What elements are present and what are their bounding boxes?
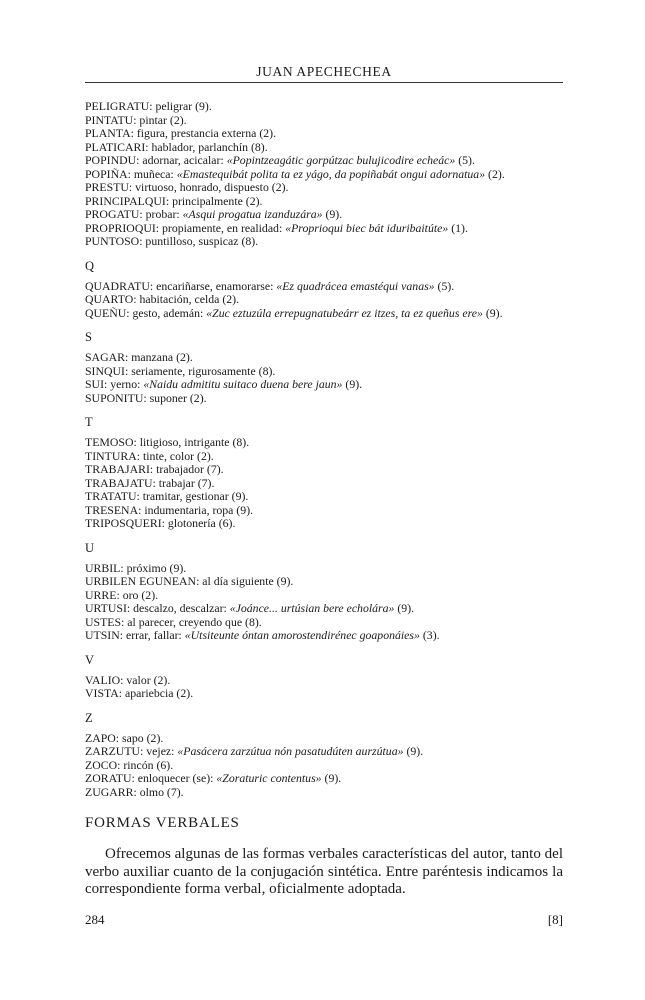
entry-definition: sapo (2). xyxy=(119,730,164,745)
entry-headword: URBIL: xyxy=(85,560,124,575)
entry-reference: (2). xyxy=(485,166,505,181)
entry-example: «Proprioqui biec bát iduribaitúte» xyxy=(285,220,449,235)
entry-headword: TRATATU: xyxy=(85,489,140,503)
entry-definition: al día siguiente (9). xyxy=(199,574,294,588)
entry-headword: PUNTOSO: xyxy=(85,234,143,248)
entry-reference: (9). xyxy=(394,601,415,615)
glossary-entry xyxy=(85,504,570,518)
glossary-entry xyxy=(85,127,570,141)
glossary-entry xyxy=(85,575,570,589)
entry-definition: adornar, acicalar: xyxy=(139,153,227,167)
entry-headword: SINQUI: xyxy=(85,363,129,378)
glossary-entry xyxy=(85,463,570,477)
glossary-entry xyxy=(85,436,570,450)
entry-headword: PLATICARI: xyxy=(85,139,149,154)
entry-definition: yerno: xyxy=(107,377,144,391)
entry-headword: TEMOSO: xyxy=(85,435,137,449)
glossary-entry xyxy=(85,629,570,643)
entry-definition: trabajar (7). xyxy=(155,475,215,490)
glossary-entry xyxy=(85,745,570,759)
glossary-entry xyxy=(85,141,570,155)
glossary-entry xyxy=(85,378,570,392)
entry-example: «Zuc eztuzúla errepugnatubeárr ez itzes, ta ez queñus ere» xyxy=(206,305,483,320)
entry-headword: POPIÑA: xyxy=(85,166,131,181)
entry-definition: valor (2). xyxy=(123,672,171,687)
entry-headword: SUI: xyxy=(85,377,108,391)
entry-definition: glotonería (6). xyxy=(164,516,236,530)
entry-reference: (9). xyxy=(321,771,342,785)
section-letter: S xyxy=(85,330,92,344)
glossary-entry xyxy=(85,602,570,616)
glossary-entry xyxy=(85,490,570,504)
entry-definition: litigioso, intrigante (8). xyxy=(136,435,250,449)
entry-definition: suponer (2). xyxy=(146,390,207,405)
entry-definition: encariñarse, enamorarse: xyxy=(153,278,277,293)
entry-reference: (9). xyxy=(322,207,343,221)
entry-headword: POPINDU: xyxy=(85,153,140,167)
entry-reference: (5). xyxy=(455,153,475,167)
entry-definition: habitación, celda (2). xyxy=(136,292,240,306)
entry-definition: hablador, parlanchín (8). xyxy=(148,139,268,154)
entry-example: «Zoraturic contentus» xyxy=(216,771,322,785)
entry-definition: enloquecer (se): xyxy=(134,771,217,785)
glossary-entry xyxy=(85,450,570,464)
entry-headword: QUARTO: xyxy=(85,292,137,306)
entry-headword: TINTURA: xyxy=(85,448,141,463)
entry-definition: tramitar, gestionar (9). xyxy=(139,489,249,503)
entry-headword: TRABAJATU: xyxy=(85,475,156,490)
entry-headword: TRIPOSQUERI: xyxy=(85,516,165,530)
glossary-entry xyxy=(85,759,570,773)
entry-example: «Naidu admititu suitaco duena bere jaun» xyxy=(143,377,343,391)
section-letter: T xyxy=(85,415,93,429)
section-letter: Q xyxy=(85,258,95,273)
entry-headword: TRESENA: xyxy=(85,502,142,517)
body-text xyxy=(85,846,563,899)
entry-example: «Utsiteunte óntan amorostendirénec goaponáies» xyxy=(184,628,420,642)
entry-definition: muñeca: xyxy=(130,166,177,181)
glossary-entry xyxy=(85,235,570,249)
glossary-entry xyxy=(85,168,570,182)
entry-definition: indumentaria, ropa (9). xyxy=(141,502,254,517)
section-title: FORMAS VERBALES xyxy=(85,815,240,831)
entry-headword: QUEÑU: xyxy=(85,305,130,320)
entry-definition: errar, fallar: xyxy=(123,628,185,642)
glossary-entry xyxy=(85,100,570,114)
glossary-entry xyxy=(85,477,570,491)
entry-headword: ZOCO: xyxy=(85,757,121,772)
entry-headword: PLANTA: xyxy=(85,126,134,140)
glossary-entry xyxy=(85,181,570,195)
glossary xyxy=(85,100,570,799)
entry-headword: PROGATU: xyxy=(85,207,143,221)
glossary-entry xyxy=(85,208,570,222)
entry-headword: URBILEN EGUNEAN: xyxy=(85,574,200,588)
body-paragraph: Ofrecemos algunas de las formas verbales características del autor, tanto del verbo auxiliar cuanto de la conjugación sintética. Entre paréntesis indicamos la correspondiente forma verbal, oficialmente adoptada. xyxy=(85,846,563,897)
page-number: 284 xyxy=(85,912,105,927)
header-rule xyxy=(85,82,563,83)
entry-headword: PRESTU: xyxy=(85,180,133,194)
entry-headword: PELIGRATU: xyxy=(85,99,153,113)
entry-reference: (1). xyxy=(448,220,468,235)
entry-example: «Emastequibát polita ta ez yágo, da popiñabát ongui adornatua» xyxy=(176,166,486,181)
running-header: JUAN APECHECHEA xyxy=(256,64,392,79)
entry-example: «Pasácera zarzútua nón pasatudúten aurzútua» xyxy=(177,744,404,758)
section-letter: U xyxy=(85,540,95,555)
entry-headword: ZAPO: xyxy=(85,730,120,745)
entry-definition: manzana (2). xyxy=(128,350,193,364)
glossary-entry xyxy=(85,562,570,576)
glossary-entry xyxy=(85,222,570,236)
entry-headword: TRABAJARI: xyxy=(85,462,154,476)
glossary-entry xyxy=(85,154,570,168)
entry-example: «Ez quadrácea emastéqui vanas» xyxy=(276,278,435,293)
entry-example: «Asqui progatua izanduzára» xyxy=(182,207,323,221)
entry-headword: SAGAR: xyxy=(85,350,129,364)
entry-definition: puntilloso, suspicaz (8). xyxy=(142,234,259,248)
entry-headword: PROPRIOQUI: xyxy=(85,220,160,235)
glossary-entry xyxy=(85,114,570,128)
entry-definition: vejez: xyxy=(143,744,178,758)
entry-headword: ZORATU: xyxy=(85,771,135,785)
entry-example: «Popintzeagátic gorpútzac bulujicodire echeác» xyxy=(226,153,456,167)
entry-headword: ZARZUTU: xyxy=(85,744,144,758)
entry-headword: USTES: xyxy=(85,614,125,629)
section-letter: V xyxy=(85,652,95,667)
entry-definition: descalzo, descalzar: xyxy=(130,601,230,615)
page-reference: [8] xyxy=(547,912,563,927)
glossary-entry xyxy=(85,293,570,307)
entry-reference: (9). xyxy=(342,377,363,391)
entry-definition: olmo (7). xyxy=(136,784,184,799)
entry-definition: próximo (9). xyxy=(123,560,187,575)
glossary-entry xyxy=(85,392,570,406)
glossary-entry xyxy=(85,772,570,786)
glossary-entry xyxy=(85,517,570,531)
entry-example: «Joánce... urtúsian bere echolára» xyxy=(229,601,395,615)
entry-headword: VISTA: xyxy=(85,686,123,700)
section-letter: Z xyxy=(85,710,93,725)
entry-definition: virtuoso, honrado, dispuesto (2). xyxy=(132,180,289,194)
glossary-entry xyxy=(85,307,570,321)
entry-definition: probar: xyxy=(142,207,183,221)
glossary-entry xyxy=(85,674,570,688)
glossary-entry xyxy=(85,280,570,294)
entry-reference: (3). xyxy=(419,628,440,642)
entry-definition: propiamente, en realidad: xyxy=(159,220,286,235)
entry-definition: apariebcia (2). xyxy=(122,686,194,700)
entry-definition: seriamente, rigurosamente (8). xyxy=(128,363,276,378)
entry-headword: PRINCIPALQUI: xyxy=(85,193,170,208)
entry-definition: al parecer, creyendo que (8). xyxy=(124,614,262,629)
glossary-entry xyxy=(85,195,570,209)
entry-headword: UTSIN: xyxy=(85,628,124,642)
entry-headword: PINTATU: xyxy=(85,112,137,127)
entry-headword: URRE: xyxy=(85,587,120,602)
glossary-entry xyxy=(85,589,570,603)
entry-definition: tinte, color (2). xyxy=(140,448,214,463)
entry-reference: (9). xyxy=(403,744,424,758)
glossary-entry xyxy=(85,616,570,630)
entry-definition: oro (2). xyxy=(119,587,159,602)
glossary-entry xyxy=(85,365,570,379)
entry-definition: trabajador (7). xyxy=(153,462,224,476)
entry-headword: VALIO: xyxy=(85,672,124,687)
glossary-entry xyxy=(85,732,570,746)
entry-definition: principalmente (2). xyxy=(169,193,263,208)
entry-definition: rincón (6). xyxy=(120,757,174,772)
entry-headword: ZUGARR: xyxy=(85,784,137,799)
glossary-entry xyxy=(85,786,570,800)
entry-definition: figura, prestancia externa (2). xyxy=(133,126,277,140)
entry-definition: peligrar (9). xyxy=(152,99,212,113)
entry-headword: URTUSI: xyxy=(85,601,131,615)
entry-definition: pintar (2). xyxy=(136,112,187,127)
entry-headword: QUADRATU: xyxy=(85,278,154,293)
entry-definition: gesto, ademán: xyxy=(129,305,207,320)
glossary-entry xyxy=(85,687,570,701)
glossary-entry xyxy=(85,351,570,365)
entry-headword: SUPONITU: xyxy=(85,390,147,405)
entry-reference: (5). xyxy=(434,278,455,293)
entry-reference: (9). xyxy=(482,305,503,320)
